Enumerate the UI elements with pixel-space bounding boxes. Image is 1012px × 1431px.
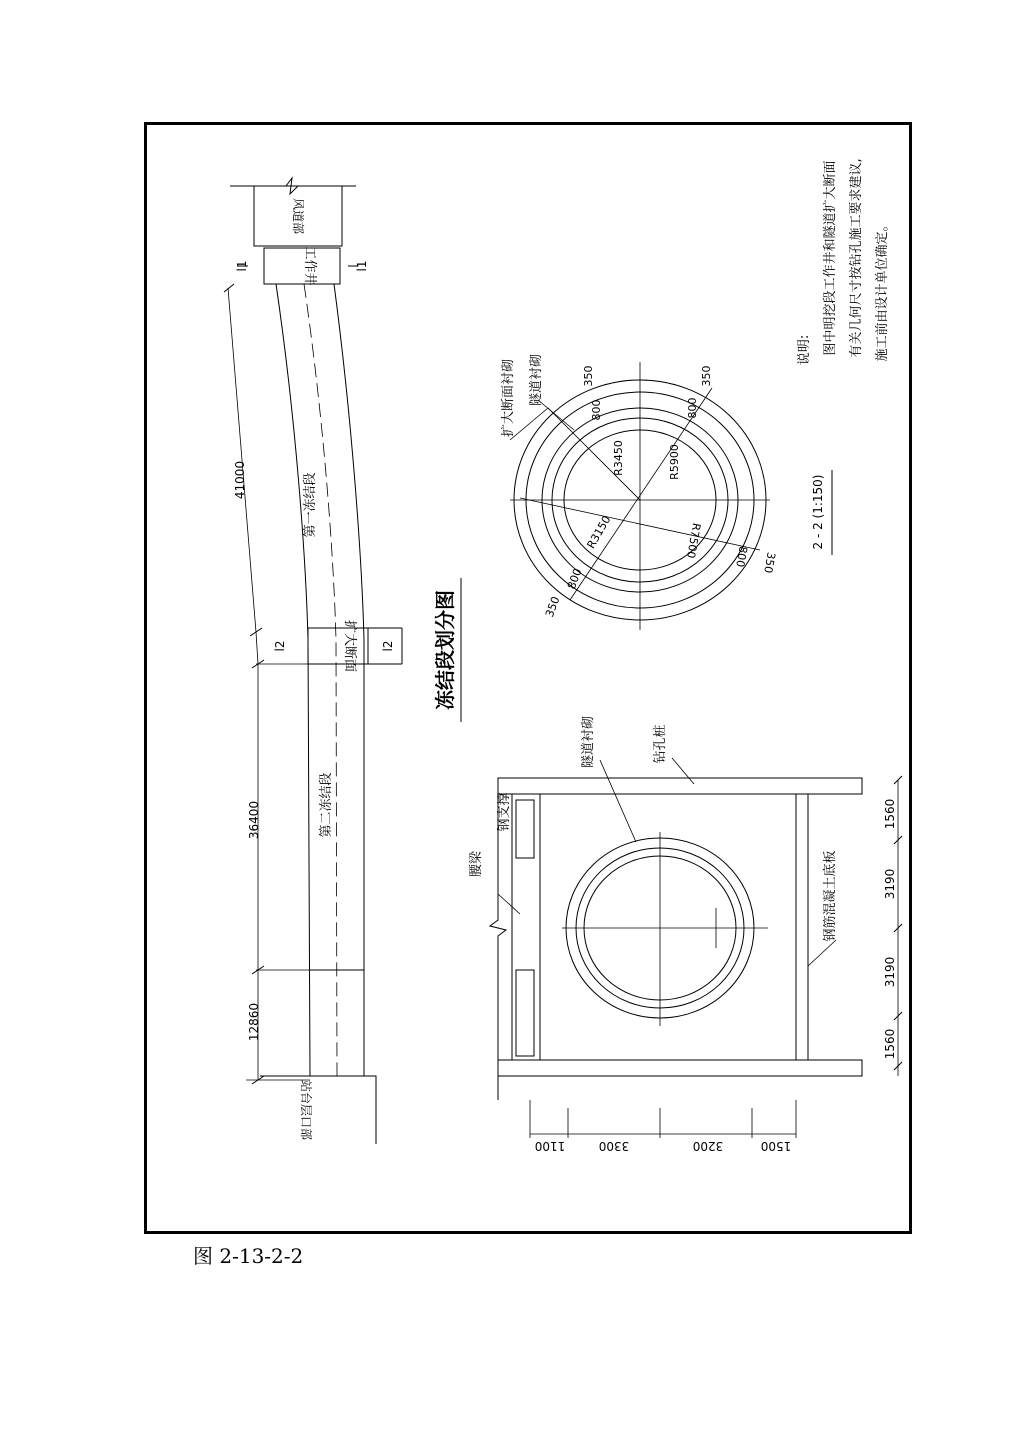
d800-a: 800 (590, 399, 603, 421)
label-l2-b: l2 (381, 640, 395, 652)
steel-support-label: 钢支撑 (497, 792, 512, 832)
slab-label: 钢筋混凝土底板 (823, 850, 838, 942)
dim-h-4: 1500 (760, 1139, 792, 1153)
r5900: R5900 (668, 444, 681, 480)
tunnel-edge-right (334, 284, 364, 1076)
dim-v-2: 3190 (883, 868, 897, 900)
label-l1-a: l1 (235, 260, 249, 272)
d800-b: 800 (686, 397, 699, 419)
dim-v-1: 1560 (883, 798, 897, 830)
tunnel-lining-label: 隧道衬砌 (529, 353, 544, 407)
section-2-2 (500, 354, 832, 630)
segment1-label: 第一冻结段 (303, 472, 318, 538)
dim-12860: 12860 (247, 1002, 261, 1042)
section-2-2-title: 2 - 2 (1:150) (811, 474, 825, 550)
d350-b: 350 (700, 365, 713, 387)
d350-a: 350 (582, 365, 595, 387)
notes-heading: 说明: (797, 334, 812, 366)
title-group (433, 578, 461, 722)
segment2-label: 第二冻结段 (319, 772, 334, 838)
pit-lining-label: 隧道衬砌 (581, 715, 596, 769)
mid-section-label: 扩大断面 (342, 619, 357, 673)
station-edge (260, 1076, 376, 1144)
shaft-label: 工作井 (302, 246, 317, 286)
tunnel-edge-left (276, 284, 310, 1076)
top-box-label: 风道部 (291, 197, 305, 235)
r7500: R7500 (683, 521, 703, 560)
notes-line1: 图中明挖段工作井和隧道扩大断面 (823, 160, 838, 356)
figure-caption: 图 2-13-2-2 (193, 1244, 304, 1268)
tunnel-centerline (304, 284, 337, 1076)
label-l2-a: l2 (273, 640, 287, 652)
dim-v-4: 1560 (883, 1028, 897, 1060)
r3150: R3150 (584, 513, 614, 551)
d800-c: 800 (565, 566, 585, 591)
bottom-box-label: 站台层口部 (299, 1079, 313, 1141)
r3450: R3450 (612, 440, 625, 476)
dim-h-1: 1100 (534, 1139, 566, 1153)
label-l1-b: l1 (355, 260, 369, 272)
drawing-title: 冻结段划分图 (433, 590, 457, 710)
dim-h-2: 3300 (598, 1139, 630, 1153)
dim-v-3: 3190 (883, 956, 897, 988)
dim-41000: 41000 (233, 460, 247, 500)
plan-view (224, 178, 402, 1144)
dim-36400: 36400 (247, 800, 261, 840)
enlarged-lining-label: 扩大断面衬砌 (501, 358, 516, 438)
dim-h-3: 3200 (692, 1139, 724, 1153)
pile-label: 钻孔桩 (653, 724, 668, 764)
plan-dimension-line (228, 288, 258, 1080)
notes-line2: 有关几何尺寸按钻孔施工要求建议, (849, 158, 864, 358)
d350-d: 350 (761, 551, 778, 575)
pit-section (468, 716, 902, 1153)
d800-d: 800 (733, 545, 750, 569)
notes-line3: 施工前由设计单位确定。 (875, 218, 890, 362)
notes (797, 158, 890, 365)
waist-beam-label: 腰梁 (469, 850, 484, 878)
mid-box (308, 628, 368, 664)
d350-c: 350 (543, 594, 563, 619)
shaft-box (264, 248, 340, 284)
